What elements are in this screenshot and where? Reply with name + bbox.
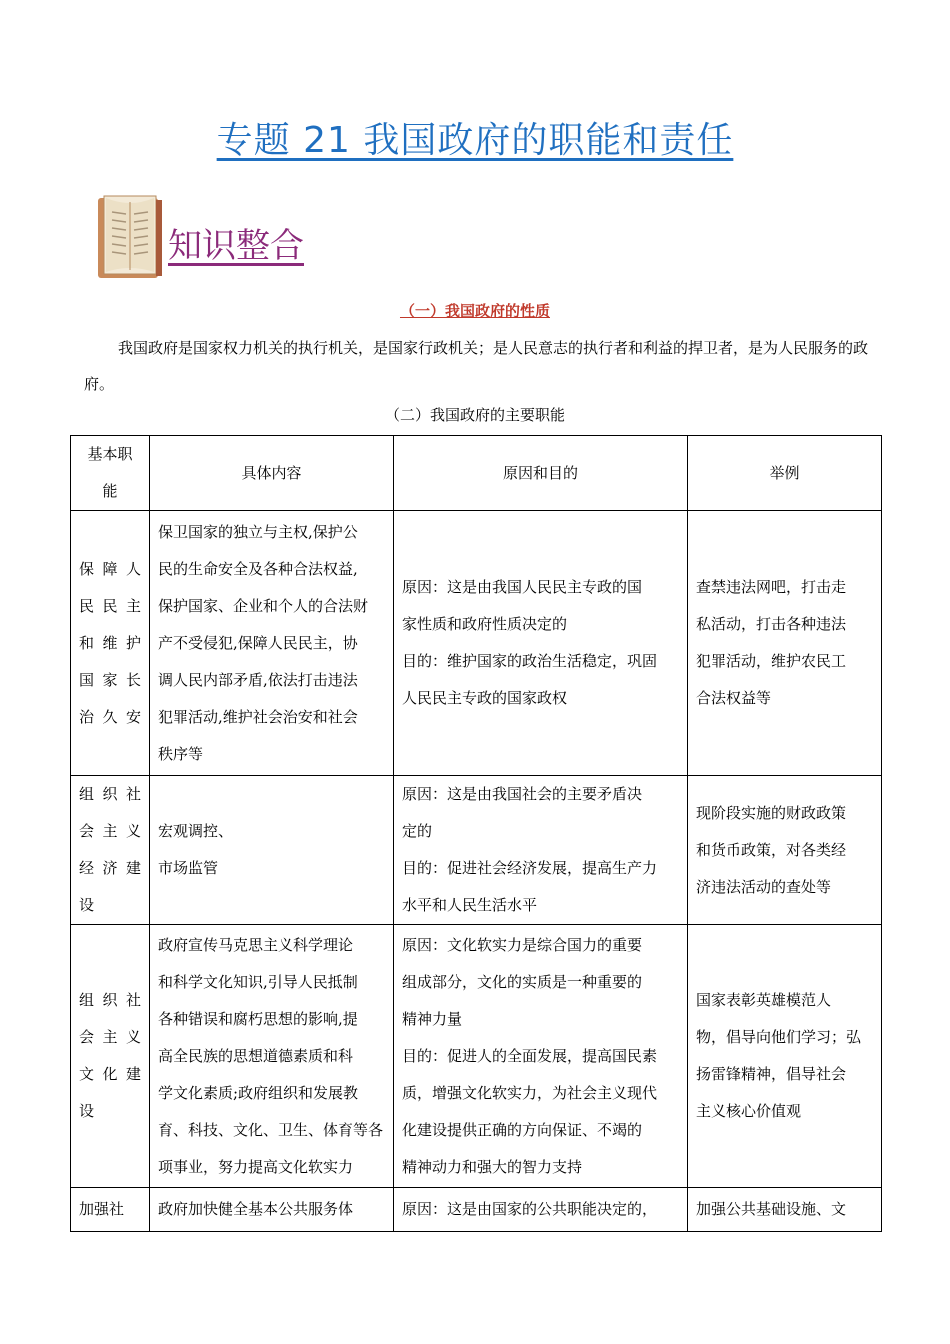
cell-line: 高全民族的思想道德素质和科 <box>158 1046 354 1065</box>
content-cell <box>150 925 394 1188</box>
table-row <box>71 1188 882 1232</box>
cell-line: 现阶段实施的财政政策 <box>696 803 847 822</box>
cell-line: 和维护 <box>79 633 141 652</box>
cell-line: 调人民内部矛盾,依法打击违法 <box>158 670 358 689</box>
section-banner: 知识整合 <box>168 226 304 266</box>
cell-line: 济违法活动的查处等 <box>696 877 832 896</box>
cell-line: 合法权益等 <box>696 689 772 707</box>
cell-line: 会主义 <box>79 822 141 840</box>
cell-line: 学文化素质;政府组织和发展教 <box>158 1083 359 1102</box>
cell-line: 精神力量 <box>402 1009 463 1028</box>
table-row <box>71 925 882 1188</box>
cell-line: 政府加快健全基本公共服务体 <box>158 1200 354 1218</box>
cell-line: 和科学文化知识,引导人民抵制 <box>158 972 358 991</box>
cell-line: 保卫国家的独立与主权,保护公 <box>158 522 358 541</box>
cell-line: 设 <box>79 1102 95 1120</box>
cell-line: 精神动力和强大的智力支持 <box>402 1157 583 1176</box>
cell-line: 和货币政策，对各类经 <box>696 840 847 859</box>
functions-table <box>70 435 882 1232</box>
cell-line: 民民主 <box>79 596 141 615</box>
cell-line: 物，倡导向他们学习；弘 <box>696 1028 862 1046</box>
content-cell <box>150 511 394 776</box>
cell-line: 加强公共基础设施、文 <box>696 1200 847 1218</box>
function-cell <box>71 1188 150 1232</box>
cell-line: 原因：这是由国家的公共职能决定的， <box>402 1200 658 1218</box>
cell-line: 各种错误和腐朽思想的影响,提 <box>158 1009 358 1028</box>
example-cell <box>688 925 882 1188</box>
cell-line: 家性质和政府性质决定的 <box>402 615 568 633</box>
cell-line: 民的生命安全及各种合法权益, <box>158 559 358 578</box>
header-example: 举例 <box>688 436 882 511</box>
cell-line: 宏观调控、 <box>158 822 234 840</box>
cell-line: 查禁违法网吧，打击走 <box>696 578 847 596</box>
reason-cell <box>394 511 688 776</box>
cell-line: 目的：促进人的全面发展，提高国民素 <box>402 1046 658 1065</box>
function-cell <box>71 511 150 776</box>
cell-line: 目的：维护国家的政治生活稳定，巩固 <box>402 652 658 670</box>
cell-line: 犯罪活动，维护农民工 <box>696 652 847 670</box>
cell-line: 扬雷锋精神，倡导社会 <box>696 1065 847 1083</box>
example-cell <box>688 1188 882 1232</box>
reason-cell <box>394 776 688 925</box>
header-reason: 原因和目的 <box>394 436 688 511</box>
header-function: 基本职 能 <box>71 436 150 511</box>
function-cell <box>71 925 150 1188</box>
reason-cell <box>394 1188 688 1232</box>
paragraph-nature: 我国政府是国家权力机关的执行机关，是国家行政机关；是人民意志的执行者和利益的捍卫者，是为人民服务的政府。 <box>84 339 869 393</box>
cell-line: 定的 <box>402 822 433 840</box>
cell-line: 治久安 <box>79 707 141 726</box>
cell-line: 经济建 <box>79 859 141 877</box>
header-content: 具体内容 <box>150 436 394 511</box>
cell-line: 国家长 <box>79 670 141 689</box>
table-row <box>71 776 882 925</box>
section-heading-functions: （二）我国政府的主要职能 <box>384 406 565 424</box>
cell-line: 主义核心价值观 <box>696 1102 802 1120</box>
cell-line: 组织社 <box>79 785 141 803</box>
cell-line: 原因：这是由我国社会的主要矛盾决 <box>402 785 643 803</box>
cell-line: 保障人 <box>79 559 141 578</box>
cell-line: 原因：这是由我国人民民主专政的国 <box>402 578 643 596</box>
cell-line: 私活动，打击各种违法 <box>696 615 847 633</box>
cell-line: 育、科技、文化、卫生、体育等各 <box>158 1120 384 1139</box>
content-cell <box>150 776 394 925</box>
cell-line: 加强社 <box>79 1200 125 1218</box>
cell-line: 保护国家、企业和个人的合法财 <box>158 596 369 615</box>
example-cell <box>688 511 882 776</box>
cell-line: 犯罪活动,维护社会治安和社会 <box>158 707 358 726</box>
example-cell <box>688 776 882 925</box>
table-row <box>71 511 882 776</box>
cell-line: 秩序等 <box>158 744 204 763</box>
section-heading-nature: （一）我国政府的性质 <box>399 302 550 320</box>
cell-line: 目的：促进社会经济发展，提高生产力 <box>402 859 658 877</box>
cell-line: 化建设提供正确的方向保证、不竭的 <box>402 1120 643 1139</box>
function-cell <box>71 776 150 925</box>
cell-line: 人民民主专政的国家政权 <box>402 689 568 707</box>
cell-line: 项事业，努力提高文化软实力 <box>158 1157 354 1176</box>
cell-line: 设 <box>79 896 95 914</box>
reason-cell <box>394 925 688 1188</box>
cell-line: 原因：文化软实力是综合国力的重要 <box>402 935 643 954</box>
cell-line: 产不受侵犯,保障人民民主，协 <box>158 633 358 652</box>
table-header-row <box>71 436 882 511</box>
cell-line: 文化建 <box>79 1065 141 1083</box>
cell-line: 市场监管 <box>158 859 219 877</box>
cell-line: 会主义 <box>79 1028 141 1046</box>
cell-line: 质，增强文化软实力，为社会主义现代 <box>402 1083 658 1102</box>
cell-line: 水平和人民生活水平 <box>402 896 538 914</box>
cell-line: 组成部分，文化的实质是一种重要的 <box>402 972 643 991</box>
page-title: 专题 21 我国政府的职能和责任 <box>216 120 734 161</box>
cell-line: 组织社 <box>79 991 141 1009</box>
content-cell <box>150 1188 394 1232</box>
cell-line: 政府宣传马克思主义科学理论 <box>158 935 354 954</box>
cell-line: 国家表彰英雄模范人 <box>696 991 832 1009</box>
